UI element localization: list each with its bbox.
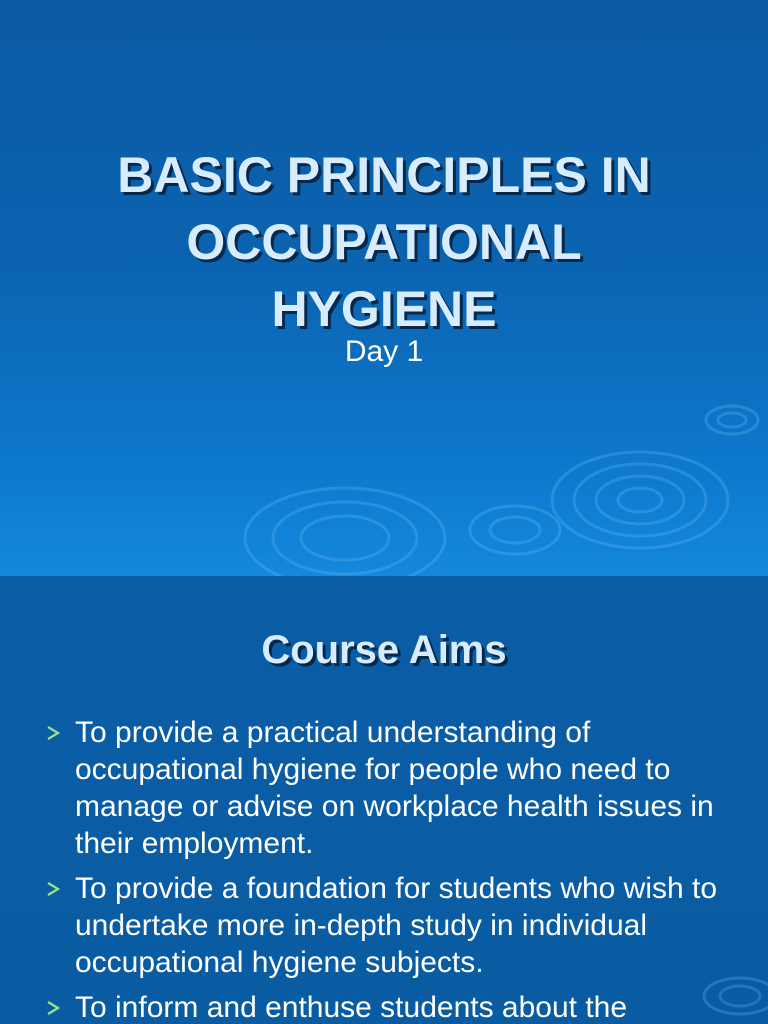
arrow-bullet-icon	[46, 1001, 60, 1015]
slide-title	[40, 142, 728, 343]
arrow-bullet-icon	[46, 882, 60, 896]
bullet-list	[46, 714, 736, 1024]
bullet-text: To provide a foundation for students who wish to undertake more in-depth study in individual occupational hygiene subjects.	[75, 872, 718, 979]
bullet-text: To inform and enthuse students about the	[75, 991, 628, 1024]
bullet-text: To provide a practical understanding of occupational hygiene for people who need to manage or advise on workplace health issues in their employment.	[75, 716, 714, 860]
course-aims-slide	[0, 576, 768, 1024]
slide-subtitle: Day 1	[344, 335, 424, 368]
list-item	[46, 870, 736, 981]
title-line: HYGIENE	[271, 281, 497, 337]
list-item	[46, 989, 736, 1024]
title-line: BASIC PRINCIPLES IN	[117, 147, 651, 203]
slide-heading: Course Aims	[261, 628, 507, 672]
arrow-bullet-icon	[46, 726, 60, 740]
list-item	[46, 714, 736, 862]
title-line: OCCUPATIONAL	[186, 214, 582, 270]
